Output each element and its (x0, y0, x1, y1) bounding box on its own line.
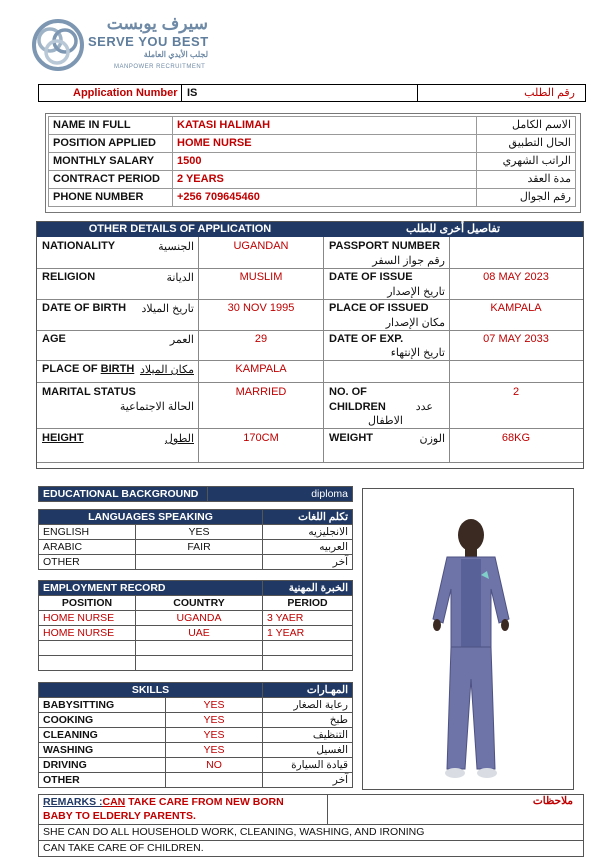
children-label-ar-2: الاطفال (368, 415, 403, 427)
expiry-value: 07 MAY 2033 (483, 333, 549, 345)
employment-position: HOME NURSE (39, 611, 136, 626)
skill-name: WASHING (39, 743, 166, 758)
divider (37, 382, 583, 383)
language-level: FAIR (136, 540, 263, 555)
other-details-section (36, 221, 584, 469)
application-number-row (38, 84, 586, 102)
religion-label: RELIGION (42, 271, 96, 283)
children-value: 2 (512, 386, 520, 398)
divider (37, 360, 583, 361)
skill-name-ar: التنظيف (263, 728, 353, 743)
religion-value: MUSLIM (239, 271, 283, 283)
religion-label-ar: الديانة (166, 272, 194, 284)
pob-label (42, 363, 134, 375)
height-label: HEIGHT (42, 432, 84, 444)
marital-label: MARITAL STATUS (42, 386, 136, 398)
pob-label-underlined: BIRTH (100, 363, 135, 375)
weight-value: 68KG (501, 432, 531, 444)
passport-label-ar: رقم جواز السفر (372, 255, 445, 267)
weight-label: WEIGHT (329, 432, 373, 444)
skills-section (38, 682, 353, 788)
place-issued-label: PLACE OF ISSUED (329, 302, 429, 314)
pob-label-text: PLACE OF (42, 363, 101, 375)
divider (198, 237, 199, 462)
remarks-extra-2: CAN TAKE CARE OF CHILDREN. (39, 841, 584, 857)
employment-title: EMPLOYMENT RECORD (39, 581, 263, 596)
skill-row (39, 773, 353, 788)
employment-row (39, 611, 353, 626)
language-name: ARABIC (39, 540, 136, 555)
children-label-2: CHILDREN (329, 401, 386, 413)
other-details-title-ar: تفاصيل أخرى للطلب (323, 222, 583, 237)
skill-value: YES (166, 698, 263, 713)
place-issued-label-ar: مكان الإصدار (385, 317, 445, 329)
skill-value: YES (166, 713, 263, 728)
divider (37, 299, 583, 300)
remarks-section (38, 794, 584, 857)
personal-row (49, 189, 576, 207)
employment-position: HOME NURSE (39, 626, 136, 641)
skill-name-ar: آخر (263, 773, 353, 788)
children-label-1: NO. OF (329, 386, 367, 398)
nationality-value: UGANDAN (233, 240, 289, 252)
logo-english-subtitle: MANPOWER RECRUITMENT (114, 64, 206, 70)
skill-name: DRIVING (39, 758, 166, 773)
employment-period: 3 YAER (263, 611, 353, 626)
education-value: diploma (208, 487, 353, 502)
skill-name: BABYSITTING (39, 698, 166, 713)
dob-value: 30 NOV 1995 (227, 302, 295, 314)
employment-country: UAE (136, 626, 263, 641)
age-value: 29 (254, 333, 268, 345)
language-level: YES (136, 525, 263, 540)
company-logo (30, 14, 210, 76)
pob-value: KAMPALA (235, 363, 287, 375)
remarks-can: CAN (102, 796, 126, 808)
marital-label-ar: الحالة الاجتماعية (119, 401, 194, 413)
skill-value: YES (166, 728, 263, 743)
applicant-photo (362, 488, 574, 790)
personal-row (49, 153, 576, 171)
personal-value: +256 709645460 (173, 189, 477, 207)
language-name-ar: آخر (263, 555, 353, 570)
passport-label: PASSPORT NUMBER (329, 240, 441, 252)
logo-arabic-subtitle: لجلب الأيدي العاملة (143, 50, 208, 59)
languages-title-ar: تكلم اللغات (263, 510, 353, 525)
applicant-figure-icon (363, 489, 573, 789)
personal-label: PHONE NUMBER (49, 189, 173, 207)
issue-value: 08 MAY 2023 (483, 271, 549, 283)
skill-value: NO (166, 758, 263, 773)
height-value: 170CM (243, 432, 279, 444)
personal-label-ar: الحال التطبيق (477, 135, 576, 153)
divider (37, 428, 583, 429)
remarks-extra-1: SHE CAN DO ALL HOUSEHOLD WORK, CLEANING, WASHING, AND IRONING (39, 825, 584, 841)
personal-row (49, 135, 576, 153)
pob-label-ar: مكان الميلاد (139, 364, 194, 376)
dob-label-ar: تاريخ الميلاد (141, 303, 194, 315)
height-label-ar: الطول (164, 433, 194, 445)
employment-row (39, 626, 353, 641)
personal-label-ar: الاسم الكامل (477, 117, 576, 135)
divider (449, 237, 450, 462)
personal-value: HOME NURSE (173, 135, 477, 153)
remarks-line1: TAKE CARE FROM NEW BORN (125, 796, 284, 808)
personal-info-box (45, 113, 581, 213)
language-name-ar: العربيه (263, 540, 353, 555)
personal-value: 2 YEARS (173, 171, 477, 189)
education-row (38, 486, 353, 502)
personal-label: CONTRACT PERIOD (49, 171, 173, 189)
employment-section (38, 580, 353, 671)
personal-value: KATASI HALIMAH (173, 117, 477, 135)
employment-title-ar: الخبرة المهنية (263, 581, 353, 596)
issue-label-ar: تاريخ الإصدار (387, 286, 445, 298)
application-number-label-ar: رقم الطلب (524, 87, 575, 99)
skill-row (39, 698, 353, 713)
logo-english-name: SERVE YOU BEST (88, 34, 209, 49)
skill-row (39, 743, 353, 758)
personal-label: POSITION APPLIED (49, 135, 173, 153)
children-label-ar-1: عدد (415, 401, 433, 413)
marital-value: MARRIED (235, 386, 287, 398)
employment-country: UGANDA (136, 611, 263, 626)
expiry-label-ar: تاريخ الإنتهاء (390, 347, 445, 359)
employment-header-country: COUNTRY (136, 596, 263, 611)
language-name-ar: الانجليزيه (263, 525, 353, 540)
personal-row (49, 171, 576, 189)
logo-arabic-name: سيرف يوبست (106, 14, 208, 33)
language-row (39, 540, 353, 555)
age-label-ar: العمر (169, 334, 194, 346)
skills-title-ar: المهـارات (263, 683, 353, 698)
skill-name: CLEANING (39, 728, 166, 743)
employment-period: 1 YEAR (263, 626, 353, 641)
language-row (39, 555, 353, 570)
skill-name-ar: رعاية الصغار (263, 698, 353, 713)
language-name: ENGLISH (39, 525, 136, 540)
table-cell (263, 656, 353, 671)
remarks-line2: BABY TO ELDERLY PARENTS. (43, 810, 196, 822)
other-details-title: OTHER DETAILS OF APPLICATION (37, 222, 323, 237)
skill-name: OTHER (39, 773, 166, 788)
skill-row (39, 713, 353, 728)
table-cell (263, 641, 353, 656)
languages-section (38, 509, 353, 570)
languages-title: LANGUAGES SPEAKING (39, 510, 263, 525)
table-cell (136, 656, 263, 671)
divider (37, 330, 583, 331)
skill-value: YES (166, 743, 263, 758)
personal-label: MONTHLY SALARY (49, 153, 173, 171)
divider (181, 85, 182, 101)
personal-info-table (48, 116, 576, 207)
remarks-main (39, 795, 328, 825)
remarks-label: REMARKS : (43, 796, 103, 808)
issue-label: DATE OF ISSUE (329, 271, 413, 283)
language-row (39, 525, 353, 540)
nationality-label: NATIONALITY (42, 240, 116, 252)
skill-row (39, 728, 353, 743)
age-label: AGE (42, 333, 66, 345)
skill-name-ar: الغسيل (263, 743, 353, 758)
divider (417, 85, 418, 101)
divider (37, 268, 583, 269)
table-cell (39, 656, 136, 671)
language-name: OTHER (39, 555, 136, 570)
divider (37, 462, 583, 463)
education-label: EDUCATIONAL BACKGROUND (39, 487, 208, 502)
employment-header-period: PERIOD (263, 596, 353, 611)
table-cell (39, 641, 136, 656)
personal-label-ar: الراتب الشهري (477, 153, 576, 171)
skills-title: SKILLS (39, 683, 263, 698)
skill-name-ar: طبخ (263, 713, 353, 728)
application-number-value: IS (187, 87, 198, 99)
logo-emblem-icon (32, 18, 84, 72)
remarks-label-ar: ملاحظات (328, 795, 584, 825)
place-issued-value: KAMPALA (490, 302, 542, 314)
weight-label-ar: الوزن (419, 433, 445, 445)
nationality-label-ar: الجنسية (158, 241, 194, 253)
skill-name: COOKING (39, 713, 166, 728)
skill-name-ar: قيادة السيارة (263, 758, 353, 773)
personal-label: NAME IN FULL (49, 117, 173, 135)
table-cell (136, 641, 263, 656)
application-number-label: Application Number (73, 87, 178, 99)
personal-value: 1500 (173, 153, 477, 171)
skill-value (166, 773, 263, 788)
personal-label-ar: رقم الجوال (477, 189, 576, 207)
language-level (136, 555, 263, 570)
skill-row (39, 758, 353, 773)
dob-label: DATE OF BIRTH (42, 302, 127, 314)
expiry-label: DATE OF EXP. (329, 333, 404, 345)
employment-header-position: POSITION (39, 596, 136, 611)
personal-row (49, 117, 576, 135)
personal-label-ar: مدة العقد (477, 171, 576, 189)
